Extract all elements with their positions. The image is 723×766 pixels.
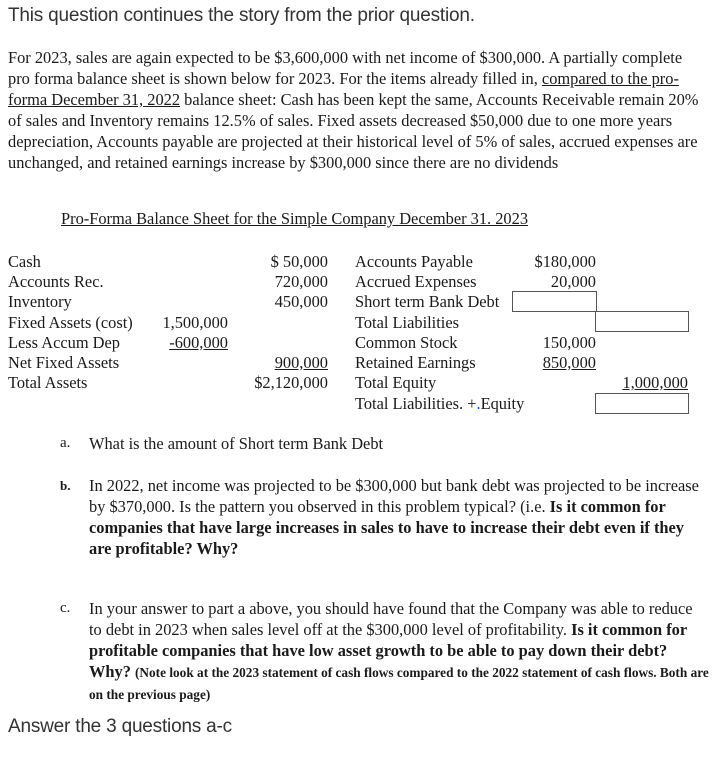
balance-sheet-title: Pro-Forma Balance Sheet for the Simple Company December 31. 2023 (61, 209, 529, 228)
liab-label-short-term-debt: Short term Bank Debt (355, 292, 500, 311)
paragraph-underlined: compared to the pro-forma December 31, 2022 (8, 69, 679, 109)
question-b-bold: Is it common for companies that have large increases in sales to have to increase their debt even if they are profitable? Why? (89, 497, 685, 558)
question-b-letter: b. (60, 478, 71, 493)
asset-value-total-assets: $2,120,000 (254, 373, 328, 392)
liab-label-total-liabilities: Total Liabilities (355, 313, 460, 332)
asset-label-inventory: Inventory (8, 292, 72, 311)
asset-value-net-fixed: 900,000 (274, 353, 328, 372)
question-c-plain: In your answer to part a above, you should have found that the Company was able to reduce to debt in 2023 when sales level off at the $300,000 level of profitability. (89, 599, 693, 639)
total-liab-equity-prefix: Total Liabilities. + (355, 394, 477, 413)
asset-label-fixed-assets: Fixed Assets (cost) (8, 313, 133, 332)
label-total-liab-equity (355, 394, 524, 415)
paragraph-part2: balance sheet: Cash has been kept the same, Accounts Receivable remain 20% of sales and Inventory remains 12.5% of sales. Fixed assets decreased $50,000 due to one more years depreciation, Accounts payable are projected at their historical level of 5% of sales, accrued expenses are unchanged, and retained earnings increase by $300,000 since there are no dividends (8, 90, 699, 172)
asset-sub-accum-dep: -600,000 (169, 333, 228, 352)
total-liabilities-input-box[interactable] (595, 311, 689, 332)
asset-label-accounts-rec: Accounts Rec. (8, 272, 104, 291)
question-c-note: (Note look at the 2023 statement of cash flows compared to the 2022 statement of cash flows. Both are on the previous page) (89, 665, 709, 702)
total-liab-equity-suffix: Equity (480, 394, 525, 413)
asset-label-cash: Cash (8, 252, 41, 271)
question-a-letter: a. (60, 435, 71, 451)
question-a-text: What is the amount of Short term Bank Debt (89, 434, 384, 453)
liab-label-accrued-expenses: Accrued Expenses (355, 272, 477, 291)
question-c-body (89, 598, 709, 705)
short-term-debt-input-box[interactable] (512, 291, 597, 312)
asset-label-accum-dep: Less Accum Dep (8, 333, 120, 352)
asset-value-cash: $ 50,000 (270, 252, 328, 271)
problem-paragraph (8, 47, 708, 173)
liab-value-accrued-expenses: 20,000 (550, 272, 596, 291)
question-c-letter: c. (60, 600, 71, 616)
equity-value-retained-earnings: 850,000 (542, 353, 596, 372)
paragraph-part1: For 2023, sales are again expected to be $3,600,000 with net income of $300,000. A partially complete pro forma balance sheet is shown below for 2023. For the items already filled in, (8, 48, 683, 88)
question-b-plain: In 2022, net income was projected to be $300,000 but bank debt was projected to be increase by $370,000. Is the pattern you observed in this problem typical? (i.e. (89, 476, 699, 516)
equity-value-common-stock: 150,000 (542, 333, 596, 352)
intro-text: This question continues the story from the prior question. (8, 5, 475, 26)
liab-value-accounts-payable: $180,000 (534, 252, 596, 271)
asset-label-total-assets: Total Assets (8, 373, 88, 392)
question-b-body (89, 475, 709, 559)
asset-value-inventory: 450,000 (274, 292, 328, 311)
total-liab-equity-input-box[interactable] (595, 393, 689, 414)
equity-label-common-stock: Common Stock (355, 333, 458, 352)
outro-text: Answer the 3 questions a-c (8, 716, 232, 737)
equity-label-total-equity: Total Equity (355, 373, 437, 392)
total-liab-equity-dot: . (476, 394, 481, 413)
asset-label-net-fixed: Net Fixed Assets (8, 353, 120, 372)
equity-label-retained-earnings: Retained Earnings (355, 353, 476, 372)
asset-value-accounts-rec: 720,000 (274, 272, 328, 291)
question-c-bold: Is it common for profitable companies that have low asset growth to be able to pay down their debt? Why? (89, 620, 687, 681)
liab-label-accounts-payable: Accounts Payable (355, 252, 473, 271)
asset-sub-fixed-assets: 1,500,000 (162, 313, 228, 332)
equity-value-total-equity: 1,000,000 (622, 373, 688, 392)
